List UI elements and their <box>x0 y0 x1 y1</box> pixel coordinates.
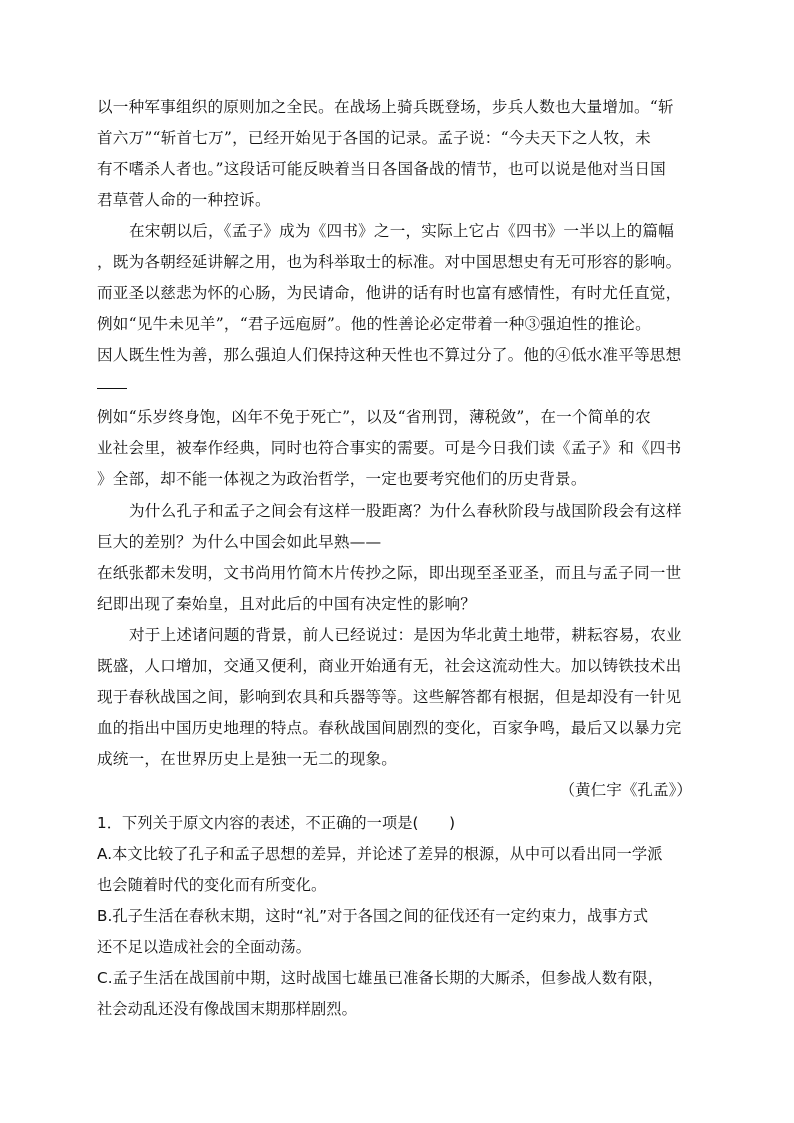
passage-line: 在宋朝以后，《孟子》成为《四书》之一，实际上它占《四书》一半以上的篇幅 <box>129 222 674 240</box>
option-c: C.孟子生活在战国前中期，这时战国七雄虽已准备长期的大厮杀，但参战人数有限， <box>97 969 663 987</box>
passage-line: 首六万”“斩首七万”，已经开始见于各国的记录。孟子说：“今夫天下之人牧，未 <box>97 129 651 147</box>
passage-line: 例如“乐岁终身饱，凶年不免于死亡”，以及“省刑罚，薄税敛”，在一个简单的农 <box>97 408 651 426</box>
passage-line: 为什么孔子和孟子之间会有这样一股距离？为什么春秋阶段与战国阶段会有这样 <box>129 502 682 520</box>
passage-line: 在纸张都未发明，文书尚用竹简木片传抄之际，即出现至圣亚圣，而且与孟子同一世 <box>97 564 682 582</box>
passage-line: ，既为各朝经延讲解之用，也为科举取士的标准。对中国思想史有无可形容的影响。 <box>97 253 682 271</box>
passage-line: 以一种军事组织的原则加之全民。在战场上骑兵既登场，步兵人数也大量增加。“斩 <box>97 98 674 116</box>
passage-line: 例如“见牛未见羊”，“君子远庖厨”。他的性善论必定带着一种③强迫性的推论。 <box>97 315 651 333</box>
passage-line: 现于春秋战国之间，影响到农具和兵器等等。这些解答都有根据，但是却没有一针见 <box>97 688 682 706</box>
passage-line: 巨大的差别？为什么中国会如此早熟—— <box>97 533 382 551</box>
passage-line: 成统一，在世界历史上是独一无二的现象。 <box>97 750 398 768</box>
option-b-continued: 还不足以造成社会的全面动荡。 <box>97 938 312 956</box>
source-attribution: （黄仁宇《孔孟》） <box>559 781 692 799</box>
passage-line: 》全部，却不能一体视之为政治哲学，一定也要考究他们的历史背景。 <box>97 470 587 488</box>
option-b: B.孔子生活在春秋末期，这时“礼”对于各国之间的征伐还有一定约束力，战事方式 <box>97 907 649 925</box>
question-stem: 1．下列关于原文内容的表述，不正确的一项是( ) <box>97 814 456 832</box>
passage-line: 业社会里，被奉作经典，同时也符合事实的需要。可是今日我们读《孟子》和《四书 <box>97 439 682 457</box>
passage-line: 对于上述诸问题的背景，前人已经说过：是因为华北黄土地带，耕耘容易，农业 <box>129 626 682 644</box>
option-c-continued: 社会动乱还没有像战国末期那样剧烈。 <box>97 1000 357 1018</box>
em-dash-line <box>97 388 127 389</box>
option-a: A.本文比较了孔子和孟子思想的差异，并论述了差异的根源，从中可以看出同一学派 <box>97 845 663 863</box>
passage-line: 纪即出现了秦始皇，且对此后的中国有决定性的影响？ <box>97 595 477 613</box>
option-a-continued: 也会随着时代的变化而有所变化。 <box>97 876 327 894</box>
passage-line: 而亚圣以慈悲为怀的心肠，为民请命，他讲的话有时也富有感情性，有时尤任直觉， <box>97 284 682 302</box>
passage-line: 血的指出中国历史地理的特点。春秋战国间剧烈的变化，百家争鸣，最后又以暴力完 <box>97 719 682 737</box>
passage-line: 有不嗜杀人者也。”这段话可能反映着当日各国备战的情节，也可以说是他对当日国 <box>97 160 666 178</box>
passage-line: 因人既生性为善，那么强迫人们保持这种天性也不算过分了。他的④低水准平等思想 <box>97 346 682 364</box>
passage-line: 君草菅人命的一种控诉。 <box>97 191 271 209</box>
passage-line: 既盛，人口增加，交通又便利，商业开始通有无，社会这流动性大。加以铸铁技术出 <box>97 657 682 675</box>
